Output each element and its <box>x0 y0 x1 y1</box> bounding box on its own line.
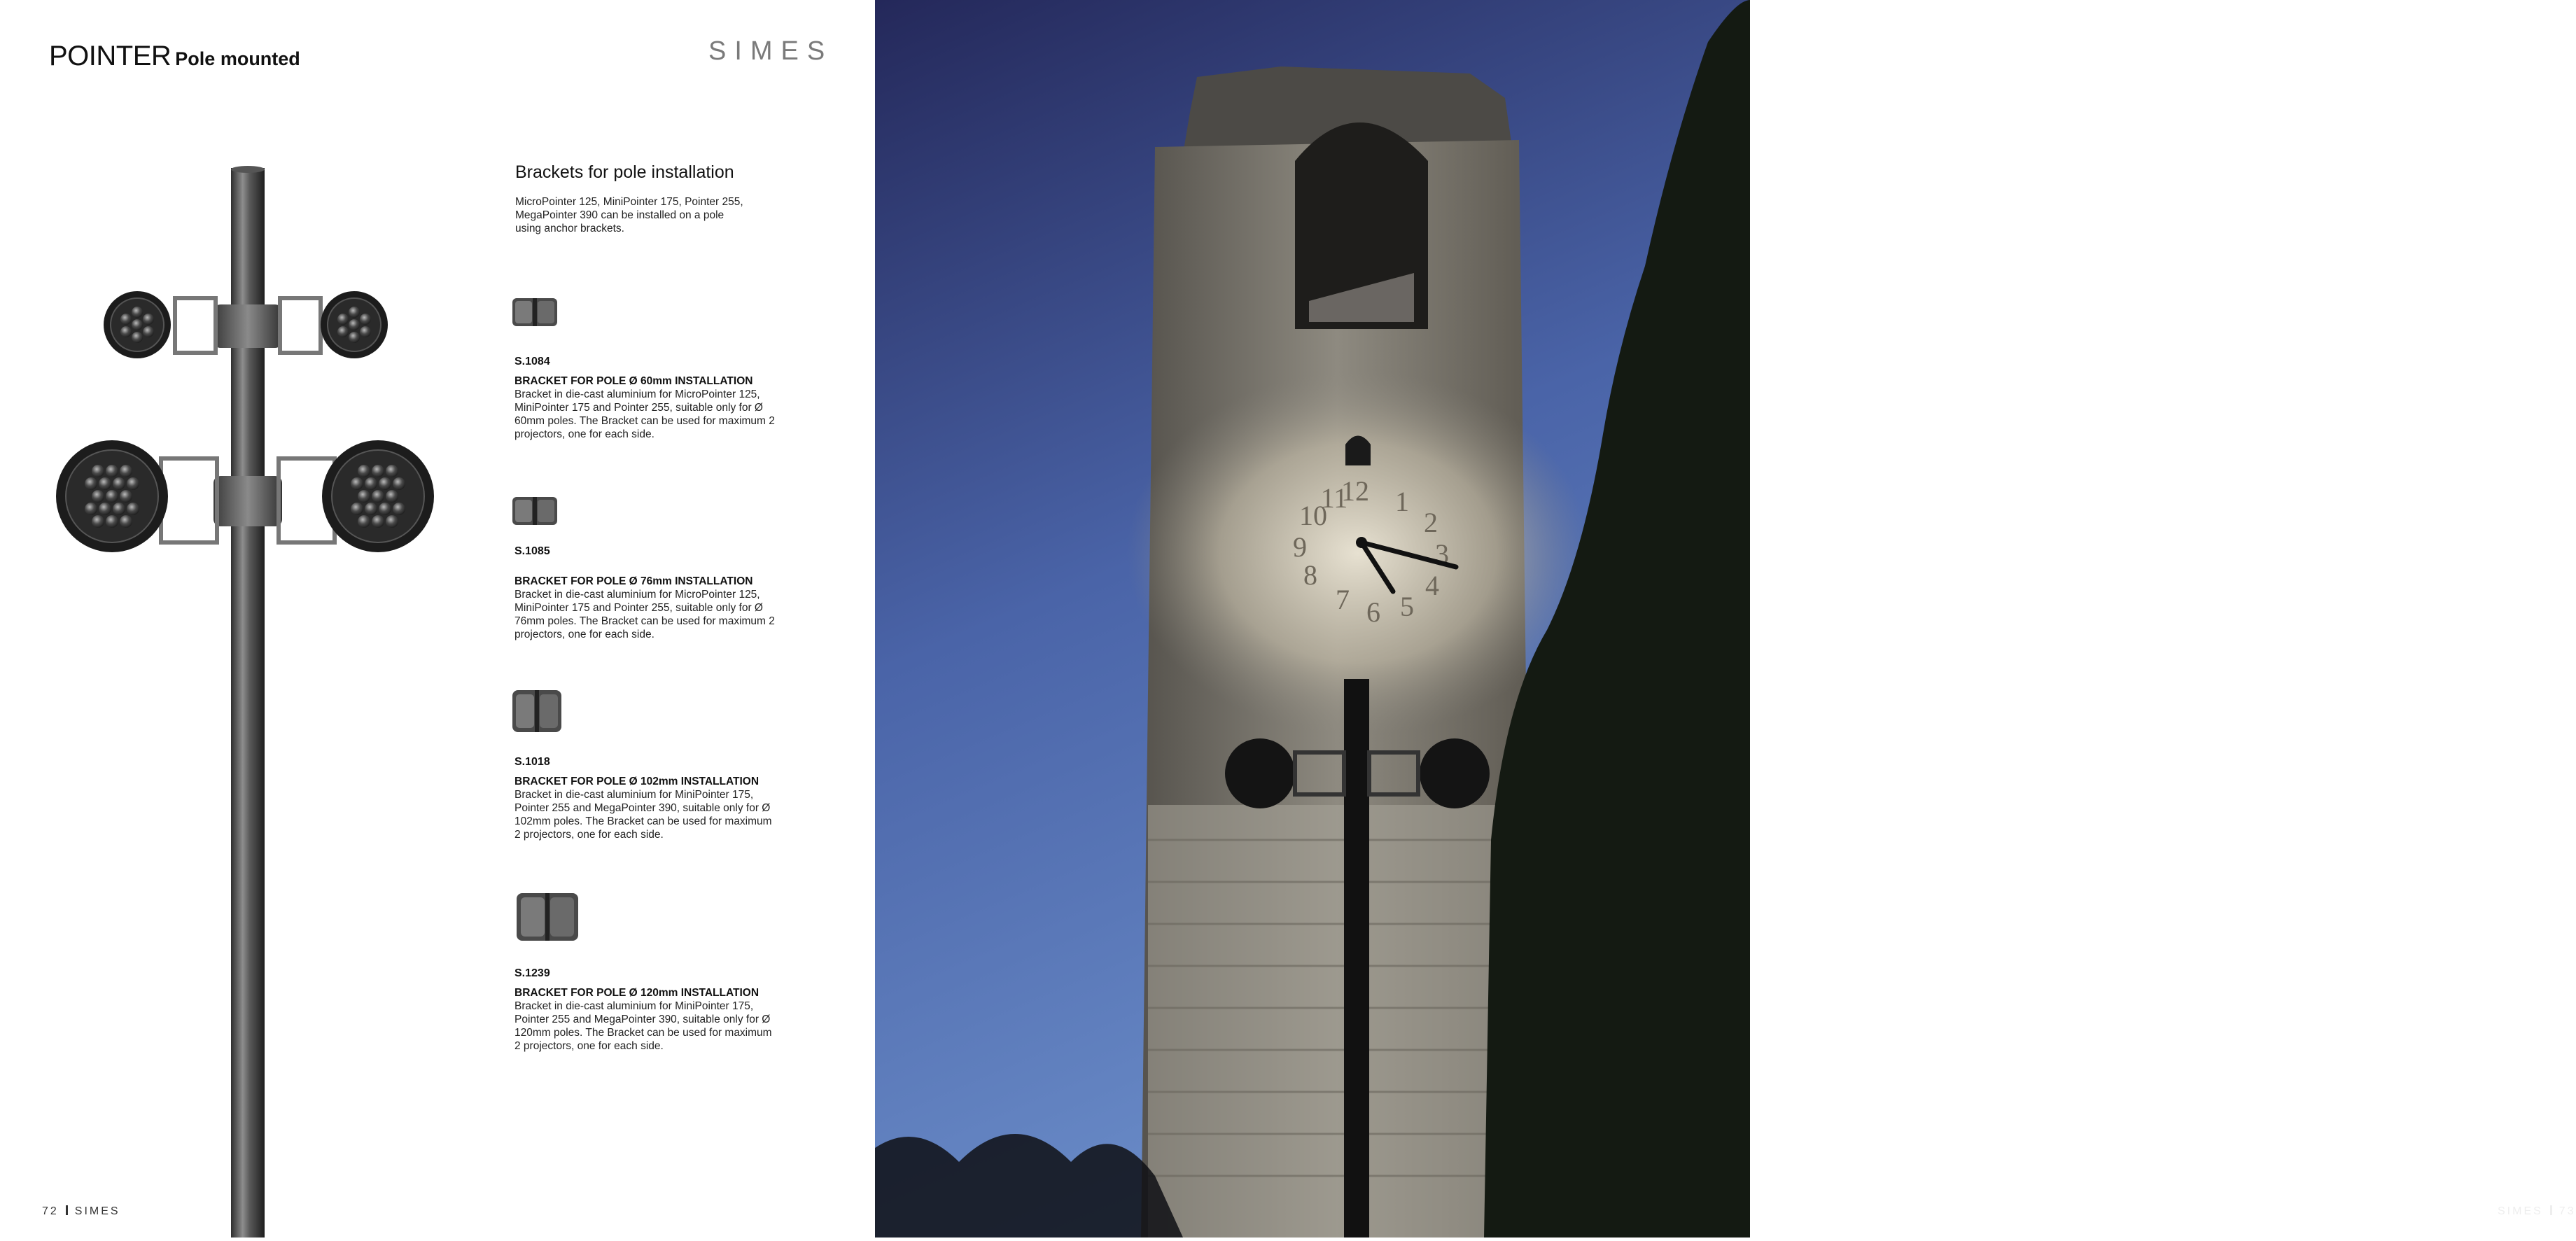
folio-brand-left: SIMES <box>74 1205 120 1217</box>
projector-upper-left <box>104 291 171 358</box>
clock-tower-photo <box>875 0 1750 1238</box>
brand-logo: SIMES <box>708 36 834 66</box>
folio-separator <box>66 1205 68 1215</box>
product-description: Bracket in die-cast aluminium for MicroPointer 125, MiniPointer 175 and Pointer 255, suitable only for Ø 76mm poles. The Bracket can be used for maximum 2 projectors, one for each side. <box>514 589 775 640</box>
clock-numeral: 11 <box>1320 482 1348 514</box>
photo-pole <box>1344 679 1369 1238</box>
projector-lower-right <box>322 440 434 552</box>
page-number-left: 72 <box>42 1205 59 1217</box>
pole-mounted-projectors-illustration <box>56 161 448 1238</box>
page-folio-left <box>42 1205 120 1218</box>
page-number-right: 73 <box>2558 1205 2576 1217</box>
folio-separator <box>2550 1205 2552 1215</box>
product-name: BRACKET FOR POLE Ø 60mm INSTALLATION <box>514 375 753 387</box>
page-title <box>49 41 300 72</box>
projector-upper-right <box>321 291 388 358</box>
left-page <box>0 0 875 1238</box>
product-description: Bracket in die-cast aluminium for MicroPointer 125, MiniPointer 175 and Pointer 255, suitable only for Ø 60mm poles. The Bracket can be used for maximum 2 projectors, one for each side. <box>514 388 775 440</box>
product-name: BRACKET FOR POLE Ø 76mm INSTALLATION <box>514 575 753 587</box>
clock-numeral: 8 <box>1303 559 1317 591</box>
product-s1239 <box>514 967 780 1053</box>
product-name: BRACKET FOR POLE Ø 102mm INSTALLATION <box>514 776 760 787</box>
projector-lower-left <box>56 440 168 552</box>
product-description: Bracket in die-cast aluminium for MiniPointer 175, Pointer 255 and MegaPointer 390, suitable only for Ø 102mm poles. The Bracket can be used for maximum 2 projectors, one for each side. <box>514 789 772 841</box>
section-heading: Brackets for pole installation <box>515 162 734 182</box>
clock-numeral: 3 <box>1435 538 1449 570</box>
product-s1085 <box>514 545 780 641</box>
clock-numeral: 4 <box>1425 570 1439 601</box>
product-code: S.1239 <box>514 967 550 979</box>
right-page-photo <box>875 0 2576 1238</box>
clock-numeral: 12 <box>1341 475 1369 507</box>
product-s1018 <box>514 756 780 841</box>
product-code: S.1018 <box>514 756 550 768</box>
bracket-s1018-thumbnail <box>511 687 563 735</box>
bracket-s1084-thumbnail <box>511 295 559 329</box>
product-s1084 <box>514 356 780 441</box>
product-code: S.1085 <box>514 545 550 557</box>
title-main: POINTER <box>49 41 172 71</box>
product-description: Bracket in die-cast aluminium for MiniPointer 175, Pointer 255 and MegaPointer 390, suitable only for Ø 120mm poles. The Bracket can be used for maximum 2 projectors, one for each side. <box>514 1000 772 1052</box>
clock-numeral: 10 <box>1299 500 1327 531</box>
bracket-s1239-thumbnail <box>515 890 580 944</box>
clock-numeral: 5 <box>1400 591 1414 622</box>
folio-brand-right: SIMES <box>2498 1205 2543 1217</box>
title-sub: Pole mounted <box>175 48 300 69</box>
page-folio-right <box>2498 1205 2576 1218</box>
bracket-s1085-thumbnail <box>511 494 559 528</box>
product-name: BRACKET FOR POLE Ø 120mm INSTALLATION <box>514 987 760 999</box>
product-code: S.1084 <box>514 356 550 367</box>
clock-numeral: 2 <box>1424 507 1438 538</box>
clock-numeral: 1 <box>1395 486 1409 517</box>
clock-numeral: 6 <box>1366 596 1380 628</box>
section-intro: MicroPointer 125, MiniPointer 175, Pointer 255, MegaPointer 390 can be installed on a pole using anchor brackets. <box>515 196 743 234</box>
clock-numeral: 7 <box>1336 584 1350 615</box>
upper-bracket <box>175 298 321 353</box>
clock-numeral: 9 <box>1293 531 1307 563</box>
